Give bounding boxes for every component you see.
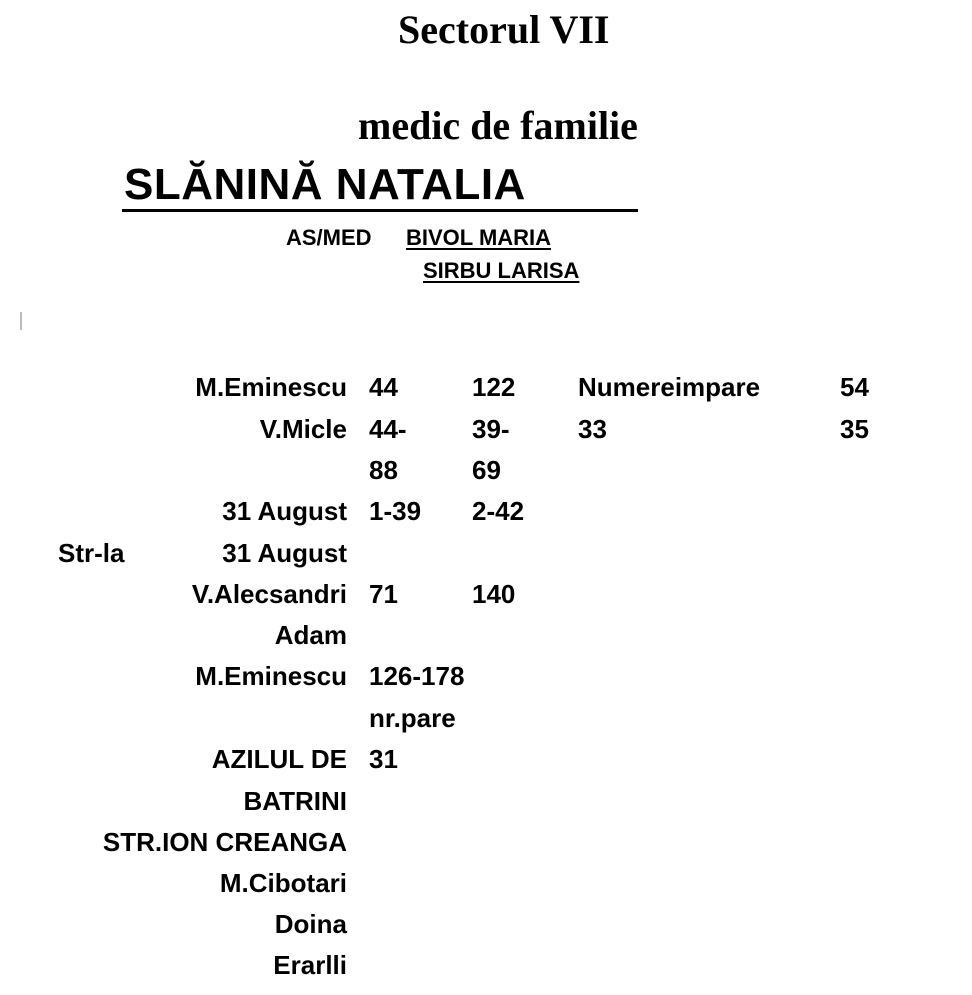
- house-numbers-col2: 140: [472, 579, 516, 609]
- house-numbers-col3: Numereimpare: [578, 372, 761, 402]
- house-numbers-col1: 44-: [369, 414, 407, 444]
- street-name: Erarlli: [273, 950, 347, 980]
- nurse-name: BIVOL MARIA: [406, 225, 552, 250]
- house-numbers-col2: 2-42: [472, 496, 525, 526]
- house-numbers-col1: 44: [369, 372, 398, 402]
- house-numbers-col1: 88: [369, 455, 398, 485]
- house-numbers-col2: 122: [472, 372, 516, 402]
- street-name: M.Cibotari: [219, 868, 347, 898]
- page-title: Sectorul VII: [398, 7, 610, 52]
- street-name: M.Eminescu: [195, 372, 347, 402]
- house-numbers-col2: 69: [472, 455, 501, 485]
- street-name: Doina: [274, 909, 347, 939]
- page-subtitle: medic de familie: [358, 103, 638, 148]
- nurse-name: SIRBU LARISA: [423, 258, 580, 283]
- street-name: V.Alecsandri: [191, 579, 347, 609]
- doctor-name: SLĂNINĂ NATALIA: [124, 160, 526, 209]
- street-prefix: Str-la: [58, 538, 125, 568]
- street-name: 31 August: [222, 538, 347, 568]
- street-name: AZILUL DE: [211, 744, 347, 774]
- house-numbers-col1: 1-39: [369, 496, 422, 526]
- house-numbers-col1: 71: [369, 579, 398, 609]
- house-numbers-col1: 126-178: [369, 661, 465, 691]
- street-name: 31 August: [222, 496, 347, 526]
- street-name: BATRINI: [243, 786, 347, 816]
- street-name: V.Micle: [259, 414, 347, 444]
- house-numbers-col4: 54: [840, 372, 869, 402]
- house-numbers-col2: 39-: [472, 414, 510, 444]
- house-numbers-col1: 31: [369, 744, 398, 774]
- nurse-label: AS/MED: [286, 225, 372, 250]
- scan-mark: [20, 312, 22, 330]
- street-name: Adam: [274, 620, 347, 650]
- house-numbers-col3: 33: [578, 414, 607, 444]
- house-numbers-col1: nr.pare: [369, 703, 456, 733]
- house-numbers-col4: 35: [840, 414, 869, 444]
- street-name: M.Eminescu: [195, 661, 347, 691]
- street-name: STR.ION CREANGA: [102, 827, 347, 857]
- doctor-underline: [122, 209, 638, 212]
